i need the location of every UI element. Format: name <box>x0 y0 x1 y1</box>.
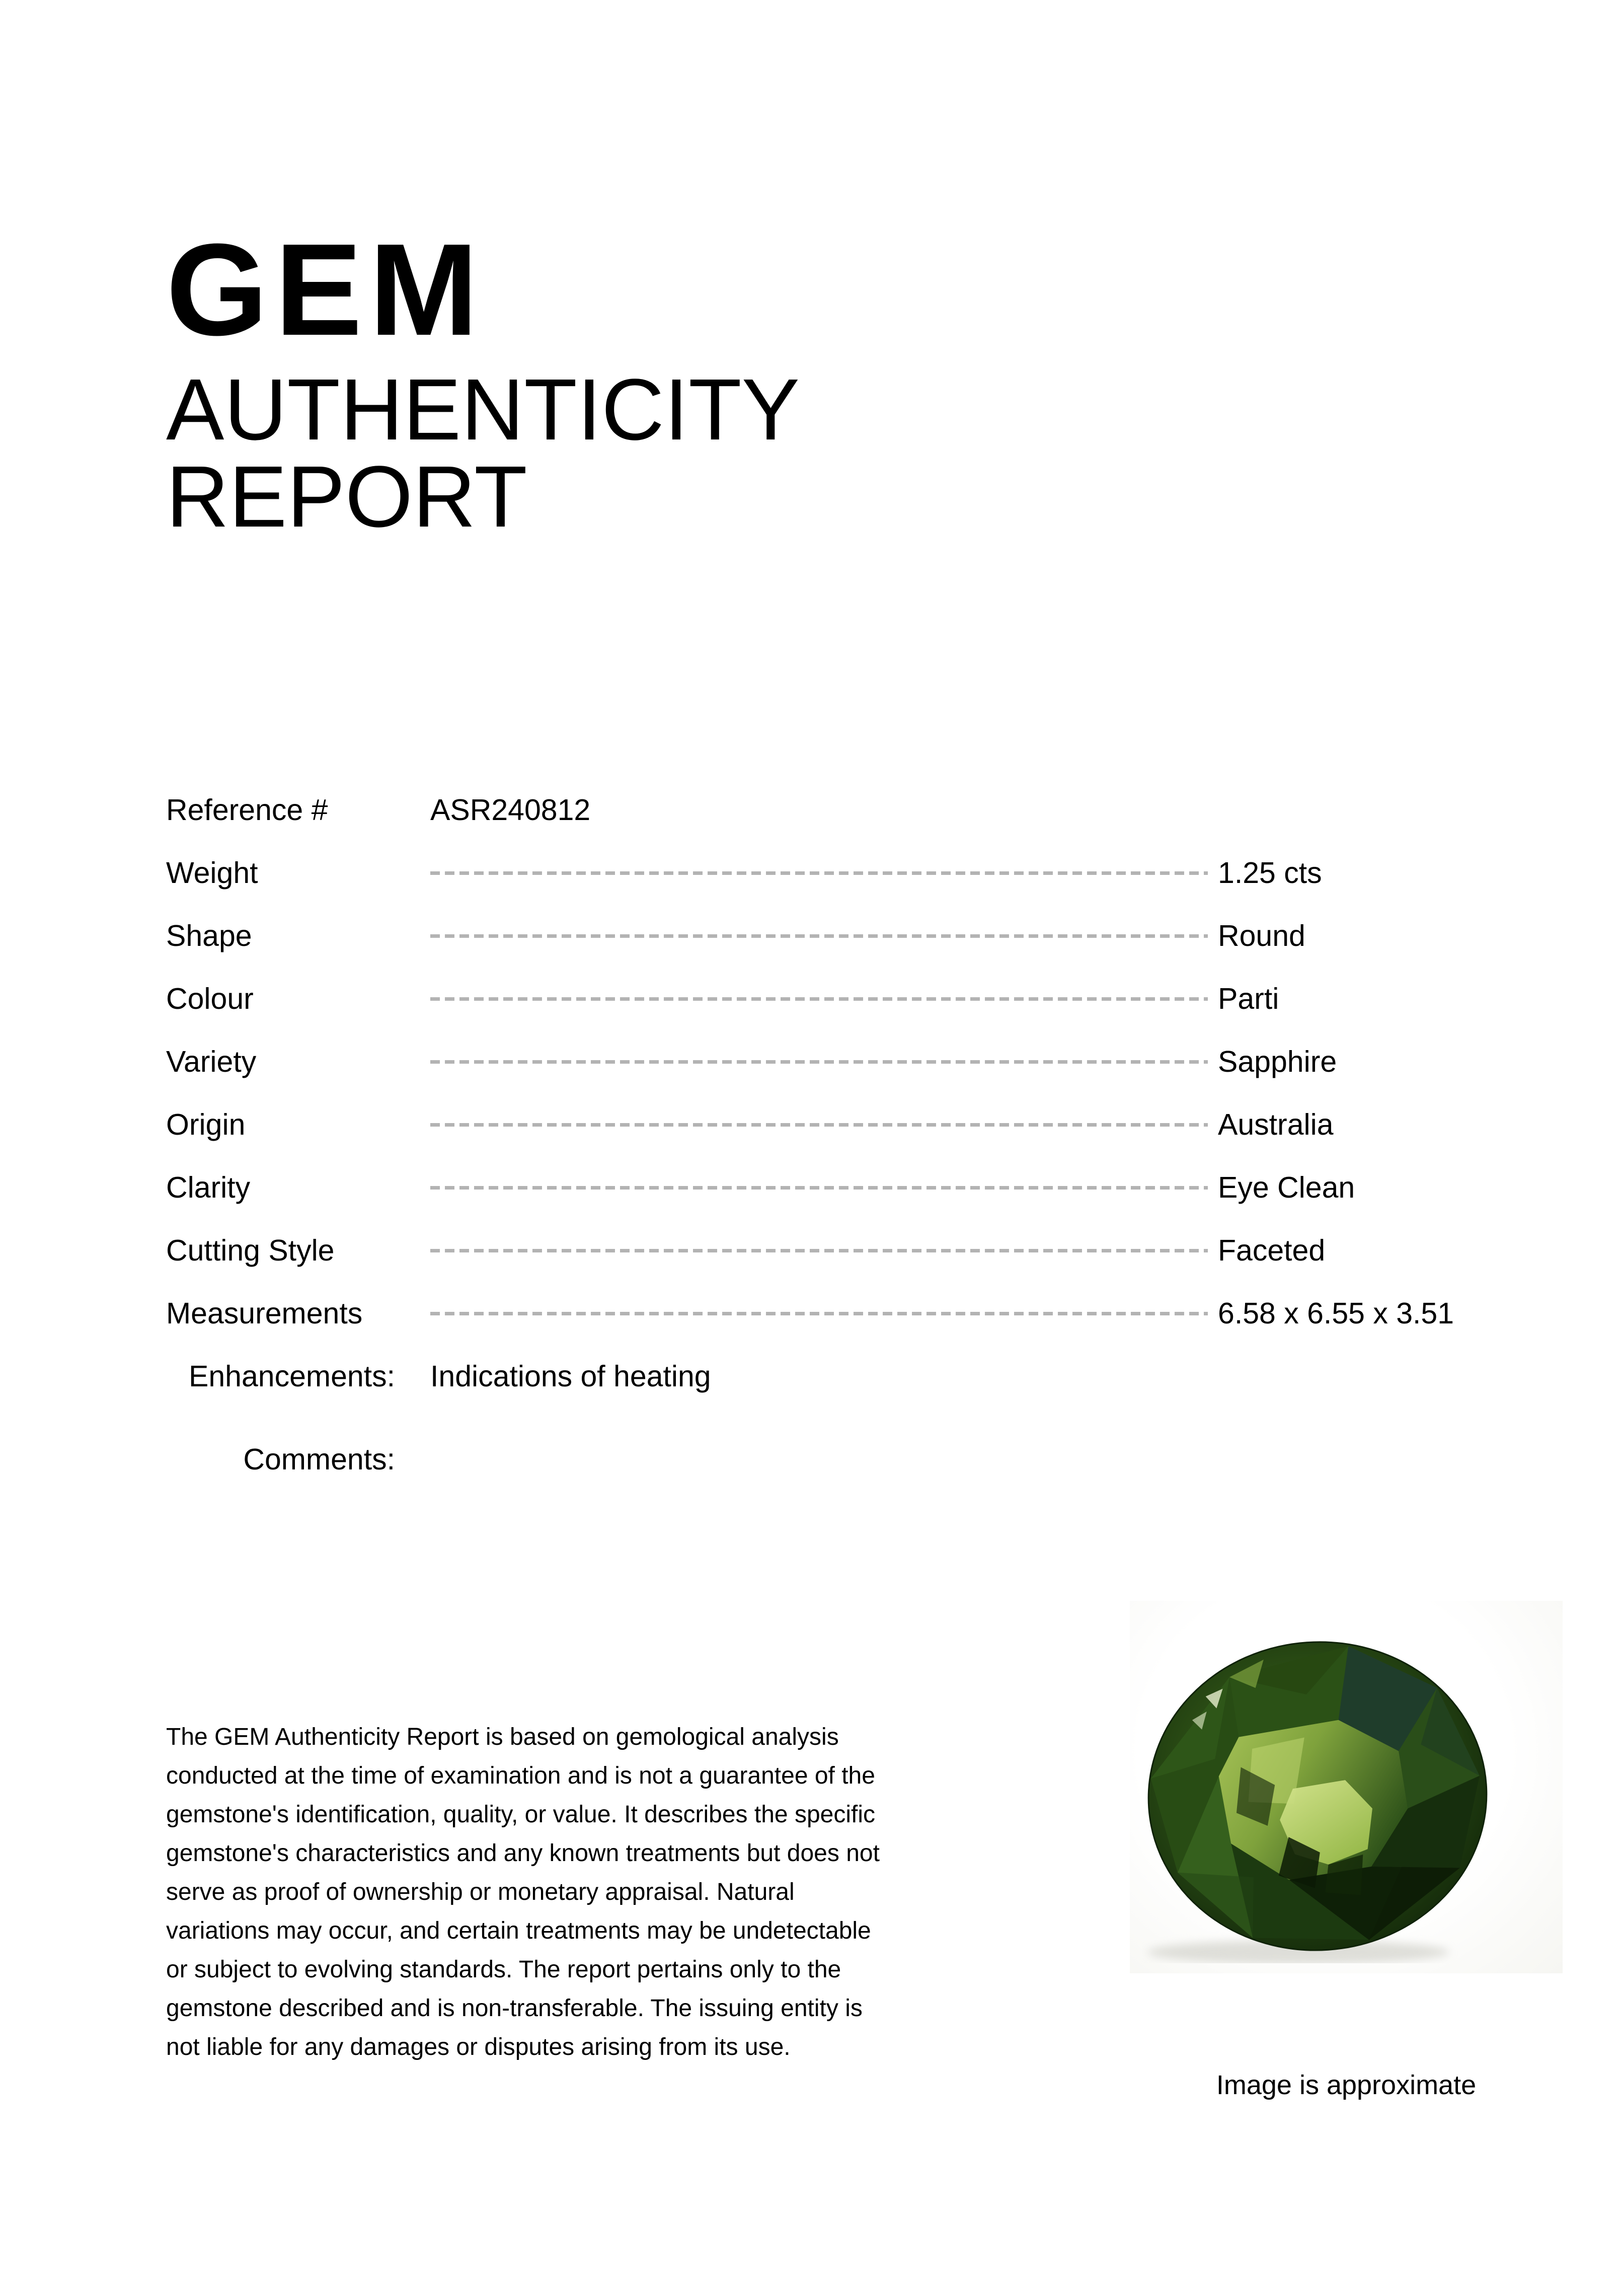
field-label-measurements: Measurements <box>166 1297 363 1330</box>
disclaimer-line: gemstone described and is non-transferable. The issuing entity is <box>166 1995 863 2022</box>
leader-line <box>430 1060 1208 1064</box>
field-value-variety: Sapphire <box>1218 1045 1337 1078</box>
field-row-enhancements <box>166 1345 1565 1408</box>
field-value-shape: Round <box>1218 919 1305 952</box>
field-label-comments: Comments: <box>243 1443 395 1476</box>
leader-line <box>430 1312 1208 1315</box>
page-title: GEM <box>166 217 486 363</box>
field-value-clarity: Eye Clean <box>1218 1171 1355 1204</box>
field-row-shape <box>166 905 1565 968</box>
field-row-clarity <box>166 1156 1565 1219</box>
field-label-variety: Variety <box>166 1045 257 1078</box>
page-subtitle-line1: AUTHENTICITY <box>166 360 800 458</box>
field-label-reference: Reference # <box>166 793 328 827</box>
photo-caption: Image is approximate <box>1216 2070 1477 2100</box>
leader-line <box>430 1123 1208 1127</box>
field-row-comments <box>166 1428 1565 1491</box>
gem-photo <box>1130 1601 1563 1973</box>
page-subtitle <box>166 360 800 545</box>
field-value-cutting-style: Faceted <box>1218 1234 1326 1267</box>
field-label-cutting-style: Cutting Style <box>166 1234 335 1267</box>
field-value-enhancements: Indications of heating <box>430 1360 711 1393</box>
field-row-colour <box>166 968 1565 1030</box>
field-label-shape: Shape <box>166 919 252 952</box>
field-label-enhancements: Enhancements: <box>189 1360 395 1393</box>
leader-line <box>430 1186 1208 1190</box>
gem-body <box>1142 1636 1495 1962</box>
disclaimer-line: not liable for any damages or disputes arising from its use. <box>166 2034 791 2060</box>
field-row-cutting-style <box>166 1219 1565 1282</box>
leader-line <box>430 997 1208 1001</box>
field-label-origin: Origin <box>166 1108 246 1141</box>
field-row-measurements <box>166 1282 1565 1345</box>
field-row-origin <box>166 1093 1565 1156</box>
leader-line <box>430 871 1208 875</box>
field-value-colour: Parti <box>1218 982 1279 1015</box>
field-value-measurements: 6.58 x 6.55 x 3.51 <box>1218 1297 1454 1330</box>
field-row-weight <box>166 842 1565 905</box>
disclaimer-line: serve as proof of ownership or monetary appraisal. Natural <box>166 1879 795 1905</box>
disclaimer-line: The GEM Authenticity Report is based on gemological analysis <box>166 1724 839 1750</box>
field-label-colour: Colour <box>166 982 254 1015</box>
disclaimer-line: gemstone's identification, quality, or value. It describes the specific <box>166 1801 875 1828</box>
field-row-variety <box>166 1030 1565 1093</box>
field-value-weight: 1.25 cts <box>1218 856 1322 890</box>
field-value-origin: Australia <box>1218 1108 1334 1141</box>
field-row-reference <box>166 779 1565 842</box>
disclaimer-line: variations may occur, and certain treatments may be undetectable <box>166 1917 871 1944</box>
disclaimer-line: conducted at the time of examination and is not a guarantee of the <box>166 1762 875 1789</box>
field-value-reference: ASR240812 <box>430 793 591 827</box>
field-list <box>166 779 1565 1491</box>
field-label-weight: Weight <box>166 856 258 890</box>
leader-line <box>430 934 1208 938</box>
page-subtitle-line2: REPORT <box>166 448 527 545</box>
field-label-clarity: Clarity <box>166 1171 251 1204</box>
disclaimer-line: or subject to evolving standards. The report pertains only to the <box>166 1956 841 1983</box>
disclaimer-paragraph <box>166 1718 941 2066</box>
leader-line <box>430 1249 1208 1252</box>
gem-image <box>1142 1636 1495 1963</box>
disclaimer-line: gemstone's characteristics and any known treatments but does not <box>166 1840 880 1867</box>
